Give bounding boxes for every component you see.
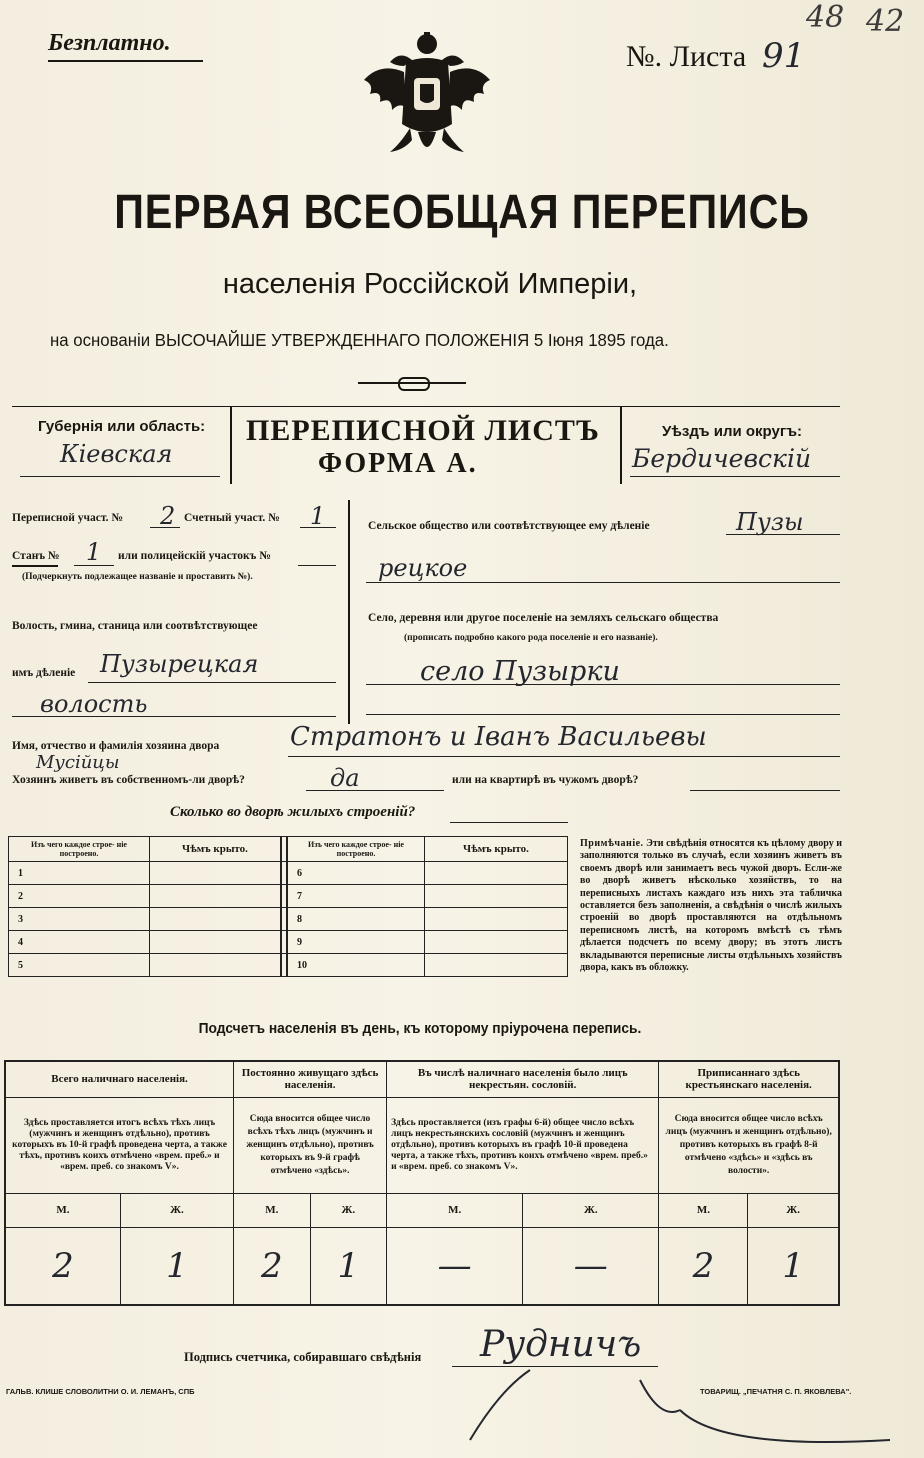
roof-cell: [425, 885, 568, 908]
middle-divider: [348, 500, 350, 724]
roof-cell: [425, 908, 568, 931]
district-underline: [630, 476, 840, 477]
buildings-question-underline: [450, 822, 568, 823]
col2-title: Постоянно живущаго здѣсь населенія.: [234, 1061, 387, 1097]
subtitle: населенія Россійской Имперіи,: [222, 268, 638, 300]
stan-label: Станъ №: [12, 550, 60, 562]
col4-f-value: 1: [748, 1227, 839, 1305]
district-label: Уѣздъ или округъ:: [662, 423, 803, 440]
table-row: [9, 954, 568, 977]
col3-title: Въ числѣ наличнаго населенія было лицъ некрестьян. сословій.: [387, 1061, 659, 1097]
stan-underline: [74, 565, 114, 566]
col1-title: Всего наличнаго населенія.: [5, 1061, 234, 1097]
row-number: 1: [9, 862, 150, 885]
owner-lives-value: да: [330, 764, 360, 792]
free-label-underline: [48, 60, 203, 62]
form-subtitle: ФОРМА А.: [318, 448, 478, 479]
society-label: Сельское общество или соотвѣтствующее ему дѣленіе: [368, 520, 650, 532]
owner-name-value2: Мусійцы: [36, 752, 120, 773]
owner-rent-underline: [690, 790, 840, 791]
row-number: 4: [9, 931, 150, 954]
col1-desc: Здѣсь проставляется итогъ всѣхъ тѣхъ лицъ (мужчинъ и женщинъ отдѣльно), противъ которыхъ въ 10-й графѣ проведена черта, а также тѣхъ, противъ коихъ отмѣчено «врем. преб.» и «врем. преб. со знакомъ V».: [5, 1097, 234, 1193]
signature-flourish: [460, 1350, 900, 1450]
village-note: (прописать подробно какого рода поселеніе и его названіе).: [404, 633, 658, 643]
population-table: [4, 1060, 840, 1306]
col-material-right: Изъ чего каждое строе- ніе построено.: [287, 837, 425, 862]
owner-rent-label: или на квартирѣ въ чужомъ дворѣ?: [452, 774, 639, 786]
census-area-label: Переписной участ. №: [12, 512, 123, 524]
roof-cell: [425, 862, 568, 885]
note-block: [580, 838, 842, 974]
table-row: [9, 862, 568, 885]
roof-cell: [150, 954, 282, 977]
corner-number-2: 42: [866, 4, 905, 39]
col2-desc: Сюда вносится общее число всѣхъ тѣхъ лицъ (мужчинъ и женщинъ отдѣльно), противъ которыхъ въ 9-й графѣ отмѣчено «здѣсь».: [234, 1097, 387, 1193]
province-value: Кіевская: [60, 440, 173, 468]
roof-cell: [150, 931, 282, 954]
owner-name-label: Имя, отчество и фамилія хозяина двора: [12, 740, 220, 752]
divider-right: [620, 406, 622, 484]
census-area-value: 2: [160, 502, 176, 530]
col-roof-right: Чѣмъ крыто.: [425, 837, 568, 862]
col-material-left: Изъ чего каждое строе- ніе построено.: [9, 837, 150, 862]
row-number: 9: [287, 931, 425, 954]
basis-line: на основаніи ВЫСОЧАЙШЕ УТВЕРЖДЕННАГО ПОЛОЖЕНІЯ 5 Іюня 1895 года.: [50, 330, 669, 350]
owner-name-value: Стратонъ и Іванъ Васильевы: [290, 722, 707, 752]
village-value: село Пузырки: [420, 656, 620, 687]
row-number: 7: [287, 885, 425, 908]
census-area-underline: [150, 527, 180, 528]
corner-number-1: 48: [806, 0, 845, 35]
sheet-number-value: 91: [762, 36, 806, 76]
buildings-table: [8, 836, 568, 977]
col1-f-value: 1: [120, 1227, 233, 1305]
society-underline: [726, 534, 840, 535]
owner-name-underline: [288, 756, 840, 757]
col2-f-value: 1: [310, 1227, 387, 1305]
col4-title: Приписаннаго здѣсь крестьянскаго населенія.: [659, 1061, 839, 1097]
note-title: Примѣчаніе.: [580, 838, 644, 849]
col3-desc: Здѣсь проставляется (изъ графы 6-й) общее число всѣхъ лицъ некрестьянскихъ сословій (мужчинъ и женщинъ отдѣльно), противъ которыхъ въ графѣ 10-й проведена черта, а также тѣхъ, противъ коихъ отмѣчено «врем. преб.» и «врем. преб. со знакомъ V».: [387, 1097, 659, 1193]
col1-m-label: М.: [5, 1193, 120, 1227]
row-number: 5: [9, 954, 150, 977]
divider-left: [230, 406, 232, 484]
col3-m-value: —: [387, 1227, 523, 1305]
village-label: Село, деревня или другое поселеніе на земляхъ сельскаго общества: [368, 612, 719, 624]
main-title: ПЕРВАЯ ВСЕОБЩАЯ ПЕРЕПИСЬ: [114, 186, 810, 239]
row-number: 3: [9, 908, 150, 931]
col2-m-label: М.: [234, 1193, 311, 1227]
row-number: 8: [287, 908, 425, 931]
row-number: 2: [9, 885, 150, 908]
col1-f-label: Ж.: [120, 1193, 233, 1227]
footer-left: ГАЛЬВ. КЛИШЕ СЛОВОЛИТНИ О. И. ЛЕМАНЪ, СПБ: [6, 1387, 195, 1396]
col3-m-label: М.: [387, 1193, 523, 1227]
volost-value: Пузырецкая: [100, 650, 259, 678]
col1-m-value: 2: [5, 1227, 120, 1305]
owner-lives-label: Хозяинъ живетъ въ собственномъ-ли дворѣ?: [12, 774, 245, 786]
volost-underline: [88, 682, 336, 683]
table-row: [9, 885, 568, 908]
count-area-label: Счетный участ. №: [184, 512, 280, 524]
col4-desc: Сюда вносится общее число всѣхъ лицъ (мужчинъ и женщинъ отдѣльно), противъ которыхъ въ графѣ 8-й отмѣчено «здѣсь» и «здѣсь въ волости».: [659, 1097, 839, 1193]
row-number: 10: [287, 954, 425, 977]
row-number: 6: [287, 862, 425, 885]
police-underline: [298, 565, 336, 566]
district-value: Бердичевскій: [632, 444, 812, 473]
volost-underline2: [12, 716, 336, 717]
roof-cell: [150, 862, 282, 885]
village-underline: [366, 684, 840, 685]
signature-value: Рудничъ: [480, 1324, 642, 1365]
stan-underline-mark: [12, 565, 58, 567]
table-row: [9, 931, 568, 954]
col4-m-label: М.: [659, 1193, 748, 1227]
ornament-center: [398, 377, 430, 391]
volost-label2: имъ дѣленіе: [12, 667, 76, 679]
roof-cell: [425, 954, 568, 977]
col3-f-label: Ж.: [523, 1193, 659, 1227]
owner-lives-underline: [306, 790, 444, 791]
roof-cell: [150, 885, 282, 908]
col4-m-value: 2: [659, 1227, 748, 1305]
free-label: Безплатно.: [48, 30, 171, 56]
society-underline2: [366, 582, 840, 583]
roof-cell: [425, 931, 568, 954]
village-underline2: [366, 714, 840, 715]
sheet-number-label: №. Листа: [626, 40, 747, 73]
volost-label: Волость, гмина, станица или соотвѣтствующее: [12, 620, 258, 632]
eagle-emblem-icon: [360, 32, 494, 172]
col3-f-value: —: [523, 1227, 659, 1305]
province-label: Губернія или область:: [38, 418, 206, 435]
footer-right: ТОВАРИЩ. „ПЕЧАТНЯ С. П. ЯКОВЛЕВА".: [700, 1387, 852, 1396]
roof-cell: [150, 908, 282, 931]
volost-value2: волость: [40, 690, 148, 718]
col2-m-value: 2: [234, 1227, 311, 1305]
table-row: [9, 908, 568, 931]
stan-value: 1: [86, 538, 102, 566]
col4-f-label: Ж.: [748, 1193, 839, 1227]
population-heading: Подсчетъ населенія въ день, къ которому пріурочена перепись.: [198, 1020, 642, 1037]
col-roof-left: Чѣмъ крыто.: [150, 837, 282, 862]
society-value2: рецкое: [378, 554, 468, 582]
buildings-question: Сколько во дворѣ жилыхъ строеній?: [170, 804, 416, 820]
stan-note: (Подчеркнуть подлежащее названіе и проставить №).: [22, 572, 253, 582]
society-value: Пузы: [736, 508, 804, 536]
col2-f-label: Ж.: [310, 1193, 387, 1227]
signature-label: Подпись счетчика, собиравшаго свѣдѣнія: [184, 1350, 422, 1364]
province-underline: [20, 476, 220, 477]
form-title: ПЕРЕПИСНОЙ ЛИСТЪ: [246, 414, 600, 447]
police-label: или полицейскій участокъ №: [118, 550, 271, 562]
count-area-value: 1: [310, 502, 326, 530]
count-area-underline: [300, 527, 336, 528]
note-text: Эти свѣдѣнія относятся къ цѣлому двору и заполняются только въ случаѣ, если хозяинъ живетъ въ своемъ дворѣ или занимаетъ весь чужой дворъ. Если-же во дворѣ живетъ нѣсколько хозяйствъ, то на переписныхъ листахъ каждаго изъ нихъ эта табличка оставляется безъ заполненія, а свѣдѣнія о числѣ жилыхъ строеній во дворѣ проставляются на отдѣльномъ переписномъ листѣ, на которомъ вмѣстѣ съ тѣмъ дѣлается подсчетъ по всему двору; въ этотъ листъ вкладываются переписные листы отдѣльныхъ хозяйствъ двора, какъ въ обложку.: [580, 838, 842, 974]
